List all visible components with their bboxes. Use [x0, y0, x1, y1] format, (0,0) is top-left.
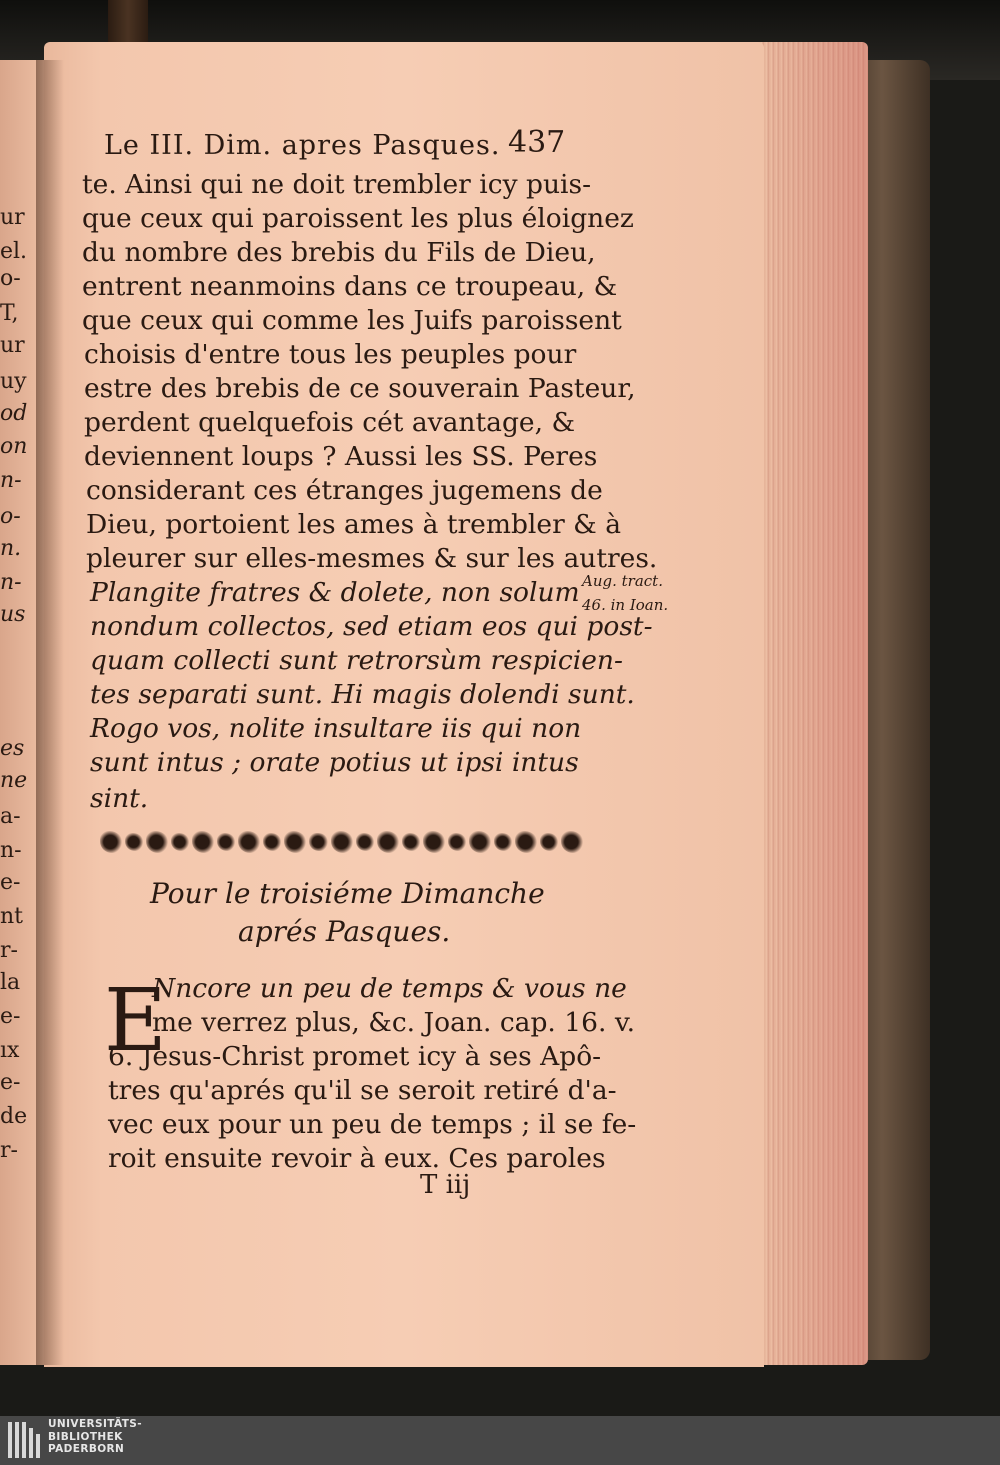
footer-bar — [0, 1416, 1000, 1465]
left-fragment: uy — [0, 369, 27, 394]
left-fragment: de — [0, 1104, 28, 1129]
university-library-logo-icon — [8, 1422, 40, 1458]
left-fragment: r- — [0, 1138, 18, 1163]
body-line: entrent neanmoins dans ce troupeau, & — [82, 271, 618, 302]
body-line: te. Ainsi qui ne doit trembler icy puis- — [82, 169, 592, 200]
left-fragment: ne — [0, 768, 28, 793]
body-line: pleurer sur elles-mesmes & sur les autres. — [86, 543, 658, 574]
left-fragment: us — [0, 602, 26, 627]
body-line: que ceux qui comme les Juifs paroissent — [82, 305, 622, 336]
latin-line: sint. — [90, 783, 149, 814]
body-line: que ceux qui paroissent les plus éloignez — [82, 203, 634, 234]
drop-cap-letter: E — [104, 971, 167, 1071]
body-line: deviennent loups ? Aussi les SS. Peres — [84, 441, 598, 472]
running-head: Le III. Dim. apres Pasques. — [104, 130, 501, 161]
left-fragment: n. — [0, 536, 22, 561]
left-fragment: n- — [0, 838, 22, 863]
left-fragment: ıx — [0, 1038, 20, 1063]
section-line: 6. Jesus-Christ promet icy à ses Apô- — [108, 1041, 602, 1072]
logo-line: PADERBORN — [48, 1443, 125, 1455]
latin-line: Plangite fratres & dolete, non solum — [90, 577, 580, 608]
body-line: Dieu, portoient les ames à trembler & à — [86, 509, 621, 540]
left-fragment: on — [0, 434, 28, 459]
margin-note-line: Aug. tract. — [582, 572, 663, 590]
left-fragment: r- — [0, 938, 18, 963]
left-fragment: a- — [0, 804, 21, 829]
left-fragment: e- — [0, 1070, 21, 1095]
left-fragment: ur — [0, 205, 25, 230]
left-fragment: ur — [0, 333, 25, 358]
left-fragment: o- — [0, 504, 21, 529]
left-fragment: n- — [0, 570, 22, 595]
logo-line: BIBLIOTHEK — [48, 1430, 123, 1443]
body-line: perdent quelquefois cét avantage, & — [84, 407, 576, 438]
left-fragment: e- — [0, 1004, 21, 1029]
section-heading-line: aprés Pasques. — [238, 915, 451, 948]
body-line: du nombre des brebis du Fils de Dieu, — [82, 237, 596, 268]
left-fragment: e- — [0, 870, 21, 895]
left-fragment: o- — [0, 266, 21, 291]
signature-mark: T iij — [420, 1170, 471, 1200]
left-fragment: od — [0, 401, 28, 426]
left-fragment: la — [0, 970, 21, 995]
body-line: estre des brebis de ce souverain Pasteur, — [84, 373, 636, 404]
section-line: me verrez plus, &c. Joan. cap. 16. v. — [152, 1007, 636, 1038]
page-number: 437 — [508, 125, 566, 160]
latin-line: nondum collectos, sed etiam eos qui post- — [90, 611, 653, 642]
latin-line: Rogo vos, nolite insultare iis qui non — [90, 713, 582, 744]
left-fragment: n- — [0, 468, 22, 493]
library-logo-text — [48, 1418, 142, 1456]
section-line: tres qu'aprés qu'il se seroit retiré d'a- — [108, 1075, 617, 1106]
section-line: roit ensuite revoir à eux. Ces paroles — [108, 1143, 606, 1174]
section-heading-line: Pour le troisiéme Dimanche — [150, 877, 545, 910]
margin-note-line: 46. in Ioan. — [582, 596, 669, 614]
gutter-shadow — [36, 60, 64, 1365]
logo-line: UNIVERSITÄTS- — [48, 1418, 143, 1430]
left-fragment: nt — [0, 904, 24, 929]
body-line: choisis d'entre tous les peuples pour — [84, 339, 577, 370]
latin-line: tes separati sunt. Hi magis dolendi sunt. — [90, 679, 635, 710]
page-edge-red-tint — [760, 42, 868, 1365]
left-fragment: el. — [0, 239, 28, 264]
section-line: Nncore un peu de temps & vous ne — [152, 973, 627, 1004]
section-line: vec eux pour un peu de temps ; il se fe- — [108, 1109, 637, 1140]
left-fragment: es — [0, 736, 25, 761]
left-fragment: T, — [0, 301, 19, 326]
body-line: considerant ces étranges jugemens de — [86, 475, 603, 506]
decorative-ornament-band — [100, 822, 584, 862]
latin-line: sunt intus ; orate potius ut ipsi intus — [90, 747, 579, 778]
latin-line: quam collecti sunt retrorsùm respicien- — [90, 645, 623, 676]
